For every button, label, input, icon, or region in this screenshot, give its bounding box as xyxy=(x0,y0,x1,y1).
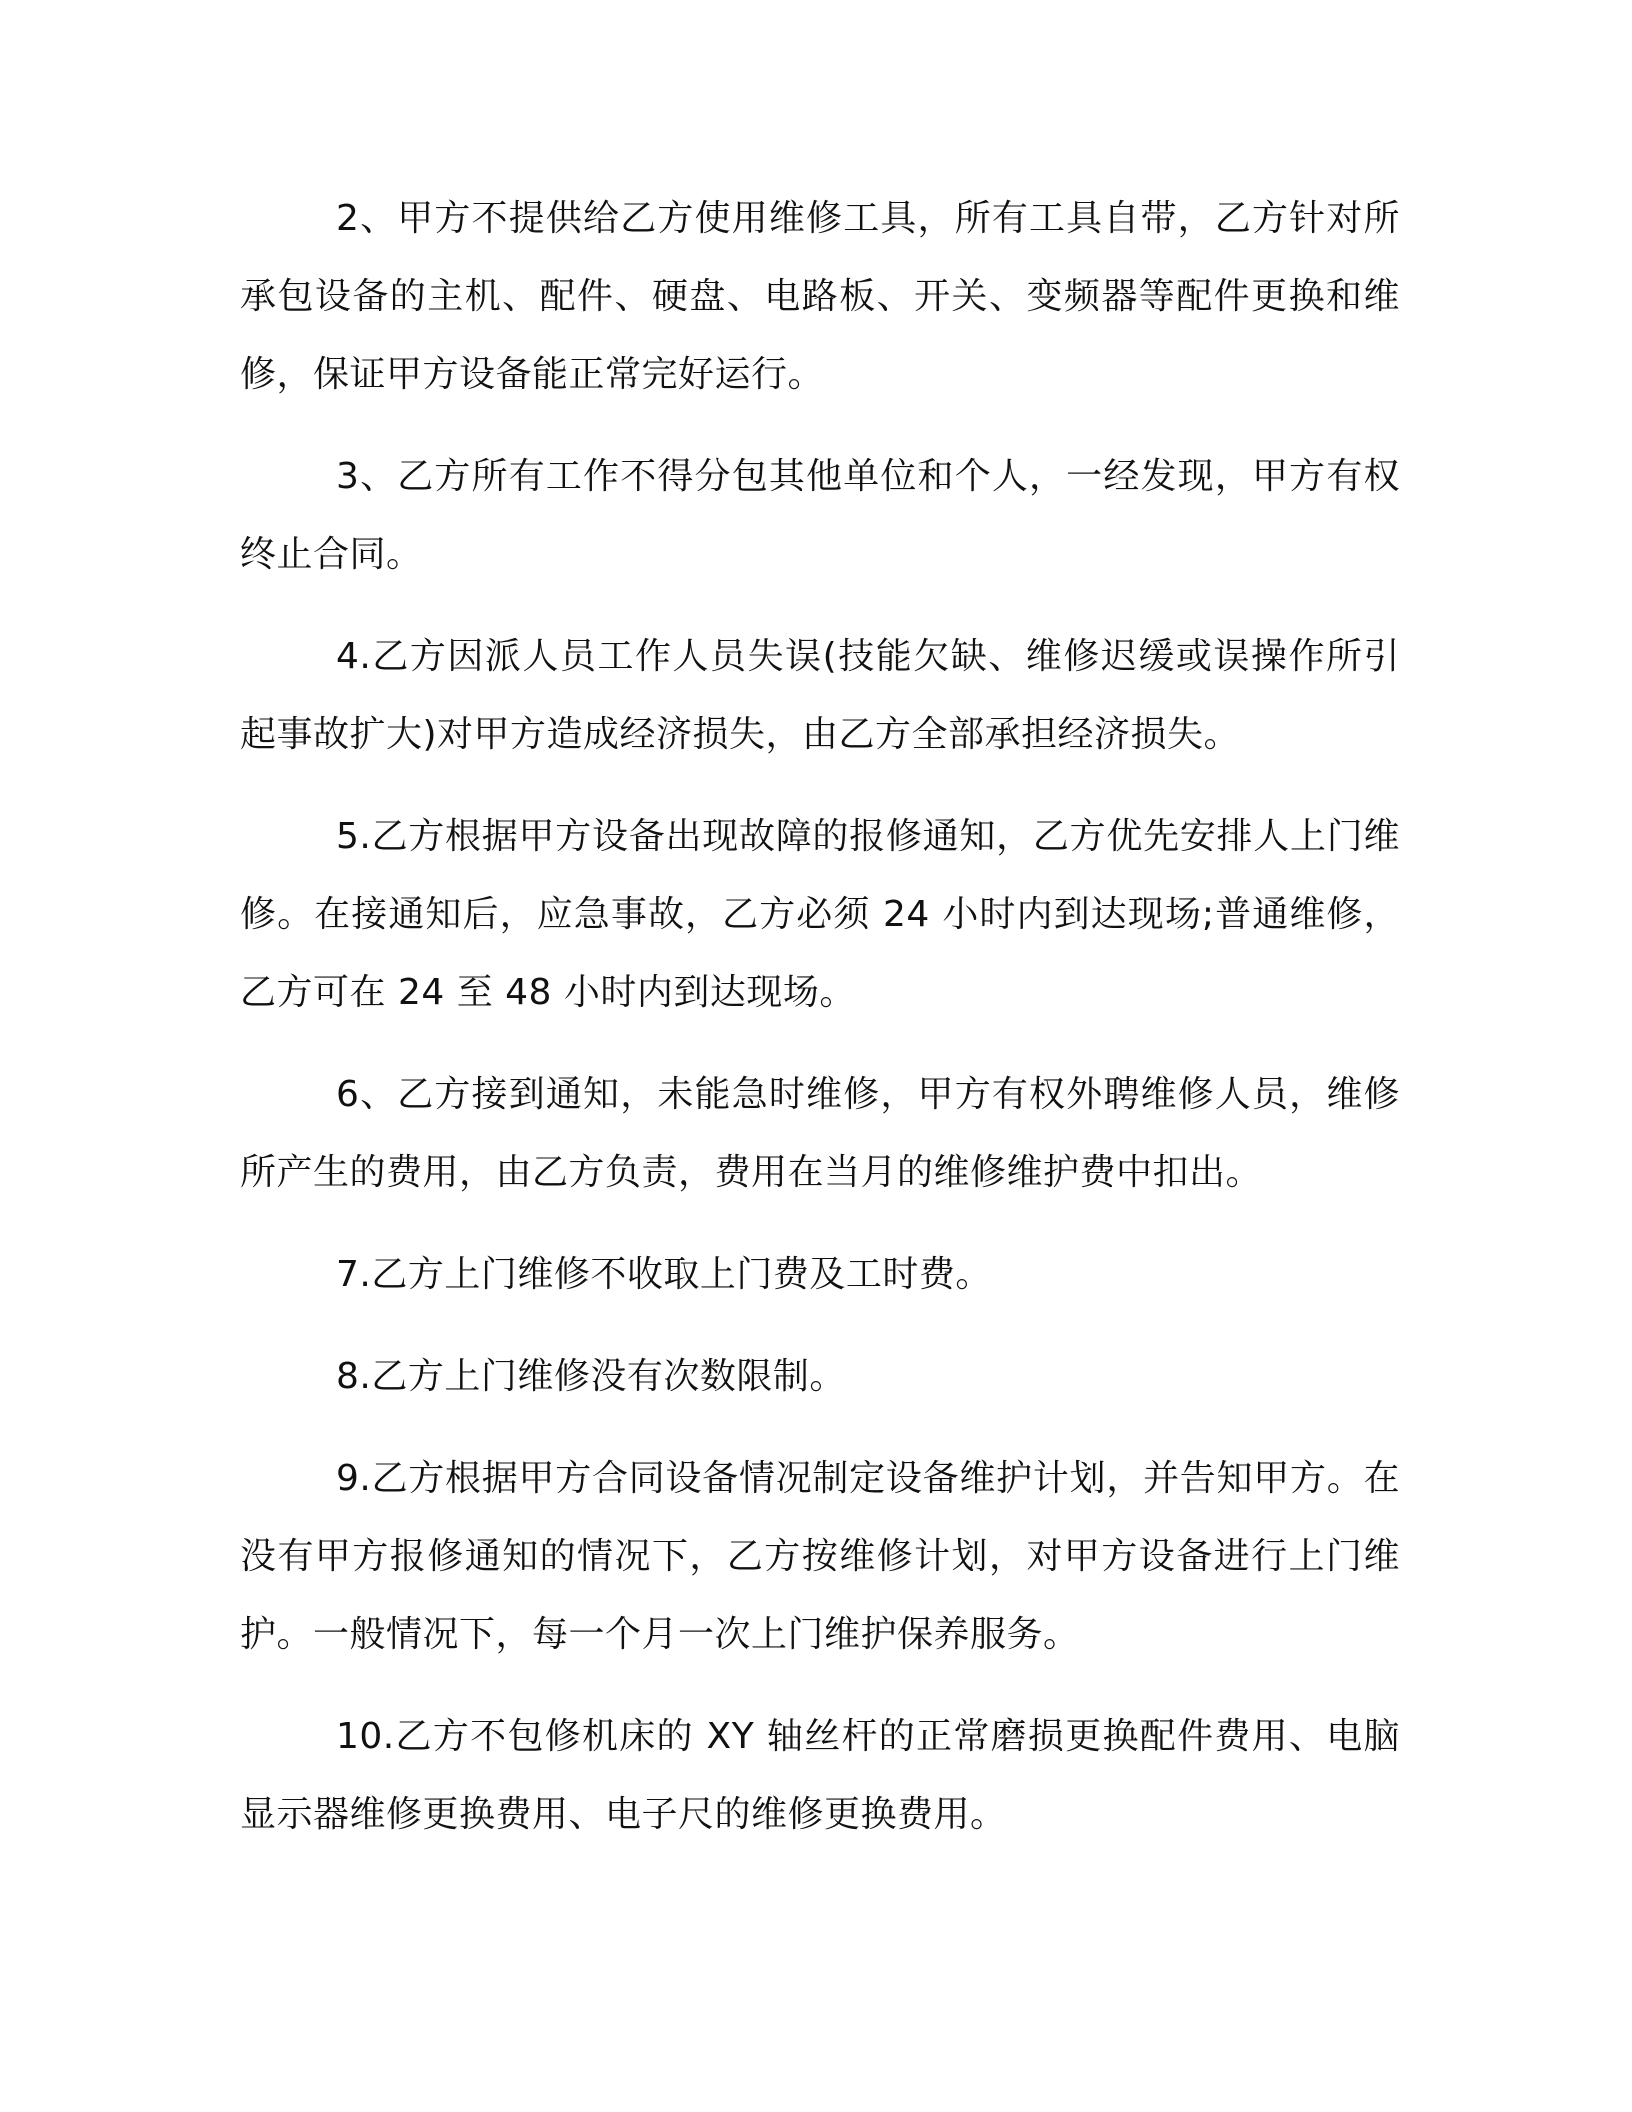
clause-6: 6、乙方接到通知，未能急时维修，甲方有权外聘维修人员，维修所产生的费用，由乙方负责，费用在当月的维修维护费中扣出。 xyxy=(240,1074,1400,1193)
clause-9: 9.乙方根据甲方合同设备情况制定设备维护计划，并告知甲方。在没有甲方报修通知的情况下，乙方按维修计划，对甲方设备进行上门维护。一般情况下，每一个月一次上门维护保养服务。 xyxy=(240,1458,1400,1655)
clause-2: 2、甲方不提供给乙方使用维修工具，所有工具自带，乙方针对所承包设备的主机、配件、硬盘、电路板、开关、变频器等配件更换和维修，保证甲方设备能正常完好运行。 xyxy=(240,198,1400,395)
document-page xyxy=(240,180,1400,1878)
clause-4: 4.乙方因派人员工作人员失误(技能欠缺、维修迟缓或误操作所引起事故扩大)对甲方造成经济损失，由乙方全部承担经济损失。 xyxy=(240,636,1400,755)
clause-3: 3、乙方所有工作不得分包其他单位和个人，一经发现，甲方有权终止合同。 xyxy=(240,456,1400,575)
clause-5: 5.乙方根据甲方设备出现故障的报修通知，乙方优先安排人上门维修。在接通知后，应急事故，乙方必须 24 小时内到达现场;普通维修，乙方可在 24 至 48 小时内到达现场。 xyxy=(240,816,1400,1013)
clause-10: 10.乙方不包修机床的 XY 轴丝杆的正常磨损更换配件费用、电脑显示器维修更换费用、电子尺的维修更换费用。 xyxy=(240,1716,1400,1835)
clause-8: 8.乙方上门维修没有次数限制。 xyxy=(336,1356,846,1397)
clause-7: 7.乙方上门维修不收取上门费及工时费。 xyxy=(336,1254,992,1295)
